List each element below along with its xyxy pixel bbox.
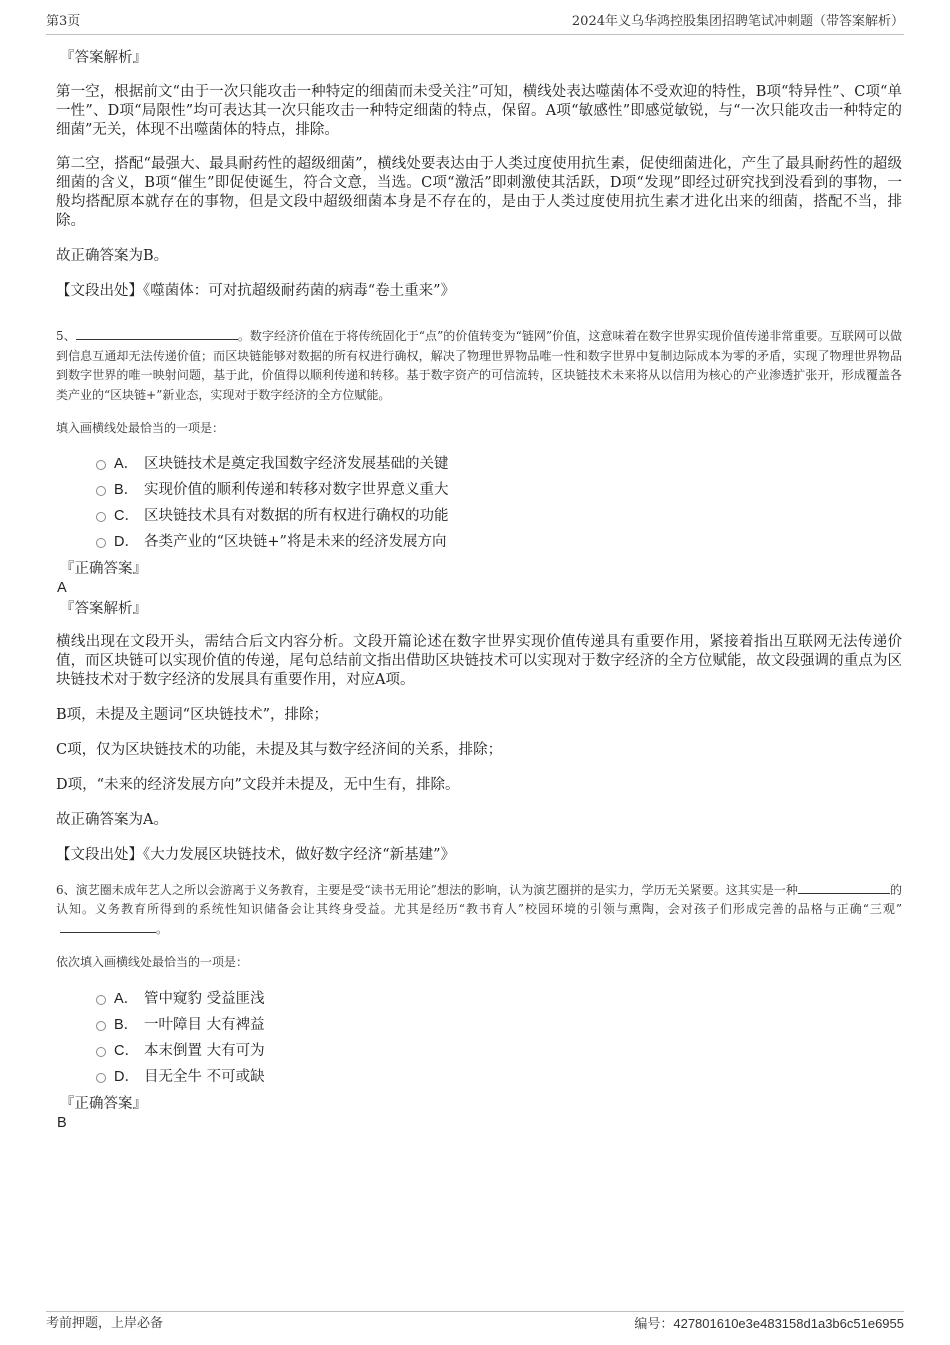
page-content [56,44,902,1132]
radio-icon[interactable] [96,538,106,548]
q5-prompt: 填入画横线处最恰当的一项是： [56,421,225,435]
radio-icon[interactable] [96,1047,106,1057]
q5-option-a[interactable]: A． 区块链技术是奠定我国数字经济发展基础的关键 [56,451,902,477]
q6-number: 6、 [56,882,76,897]
q6-blank-2 [60,920,156,933]
q5-stem-text: 。数字经济价值在于将传统固化于“点”的价值转变为“链网”价值，这意味着在数字世界实现价值传递非常重要。互联网可以做到信息互通却无法传递价值；而区块链能够对数据的所有权进行确权，解决了物理世界物品唯一性和数字世界中复制边际成本为零的矛盾，实现了物理世界物品到数字世界的唯一映射问题，基于此，价值得以顺利传递和转移。基于数字资产的可信流转，区块链技术未来将从以信用为核心的产业渗透扩张开，形成覆盖各类产业的“区块链+”新业态，实现对于数字经济的全方位赋能。 [56,329,902,402]
page-header [46,12,904,35]
q4-conclusion: 故正确答案为B。 [56,248,169,264]
q5-analysis-label: 『答案解析』 [60,600,147,617]
q5-analysis-c: C项，仅为区块链技术的功能，未提及其与数字经济间的关系，排除； [56,741,503,758]
radio-icon[interactable] [96,512,106,522]
q5-analysis-d: D项，“未来的经济发展方向”文段并未提及，无中生有，排除。 [56,776,460,793]
footer-slogan: 考前押题，上岸必备 [46,1316,164,1331]
q4-analysis-label: 『答案解析』 [60,50,147,66]
q5-options [56,451,902,555]
q6-option-a[interactable]: A． 管中窥豹 受益匪浅 [56,986,902,1012]
q5-answer-label: 『正确答案』 [60,560,147,577]
q6-option-b[interactable]: B． 一叶障目 大有裨益 [56,1012,902,1038]
q5-answer: A [57,579,67,596]
radio-icon[interactable] [96,1021,106,1031]
q6-stem-part1: 演艺圈未成年艺人之所以会游离于义务教育，主要是受“读书无用论”想法的影响，认为演艺圈拼的是实力，学历无关紧要。这其实是一种 [75,882,798,897]
q5-blank [76,327,238,340]
q4-analysis-paragraph-1: 第一空，根据前文“由于一次只能攻击一种特定的细菌而未受关注”可知，横线处表达噬菌体不受欢迎的特性，B项“特异性”、C项“单一性”、D项“局限性”均可表达其一次只能攻击一种特定细菌的特点，保留。A项“敏感性”即感觉敏锐，与“一次只能攻击一种特定的细菌”无关，体现不出噬菌体的特点，排除。 [56,84,902,138]
document-title: 2024年义乌华鸿控股集团招聘笔试冲刺题（带答案解析） [571,14,904,29]
q4-analysis-paragraph-2: 第二空，搭配“最强大、最具耐药性的超级细菌”，横线处要表达由于人类过度使用抗生素，促使细菌进化，产生了最具耐药性的超级细菌的含义，B项“催生”即促使诞生，符合文意，当选。C项“激活”即刺激使其活跃，D项“发现”即经过研究找到没看到的事物，一般均搭配原本就存在的事物，但是文段中超级细菌本身是不存在的，是由于人类过度使用抗生素才进化出来的细菌，搭配不当，排除。 [56,156,902,229]
q6-answer: B [57,1114,67,1131]
q5-conclusion: 故正确答案为A。 [56,811,168,828]
page-number: 第3页 [46,14,81,29]
q5-analysis-b: B项，未提及主题词“区块链技术”，排除； [56,706,328,723]
q6-options [56,986,902,1090]
radio-icon[interactable] [96,460,106,470]
q6-answer-label: 『正确答案』 [60,1095,147,1112]
q6-stem-part2: 的认知。义务教育所得到的系统性知识储备会让其终身受益。尤其是经历“教书育人”校园环境的引领与熏陶，会对孩子们形成完善的品格与正确“三观” [56,882,902,916]
radio-icon[interactable] [96,995,106,1005]
radio-icon[interactable] [96,486,106,496]
page-footer [46,1311,904,1332]
q6-option-c[interactable]: C． 本末倒置 大有可为 [56,1038,902,1064]
q6-stem: 6、演艺圈未成年艺人之所以会游离于义务教育，主要是受“读书无用论”想法的影响，认为演艺圈拼的是实力，学历无关紧要。这其实是一种 的认知。义务教育所得到的系统性知识储备会让其终身受益。尤其是经历“教书育人”校园环境的引领与熏陶，会对孩子们形成完善的品格与正确“三观”。 [56,882,902,936]
q5-option-c[interactable]: C． 区块链技术具有对数据的所有权进行确权的功能 [56,503,902,529]
q5-source: 【文段出处】《大力发展区块链技术，做好数字经济“新基建”》 [56,846,456,863]
q5-option-d[interactable]: D． 各类产业的“区块链+”将是未来的经济发展方向 [56,529,902,555]
q5-stem [56,327,902,405]
q6-blank-1 [798,881,890,894]
radio-icon[interactable] [96,1073,106,1083]
q4-source: 【文段出处】《噬菌体：可对抗超级耐药菌的病毒“卷土重来”》 [56,283,456,299]
q6-option-d[interactable]: D． 目无全牛 不可或缺 [56,1064,902,1090]
q6-prompt: 依次填入画横线处最恰当的一项是： [56,955,249,969]
q5-option-b[interactable]: B． 实现价值的顺利传递和转移对数字世界意义重大 [56,477,902,503]
q5-number: 5、 [56,329,76,343]
document-id: 编号：427801610e3e483158d1a3b6c51e6955 [634,1316,904,1332]
q5-analysis-paragraph-1: 横线出现在文段开头，需结合后文内容分析。文段开篇论述在数字世界实现价值传递具有重要作用，紧接着指出互联网无法传递价值，而区块链可以实现价值的传递，尾句总结前文指出借助区块链技术可以实现对于数字经济的全方位赋能，故文段强调的重点为区块链技术对于数字经济的发展具有重要作用，对应A项。 [56,633,902,688]
